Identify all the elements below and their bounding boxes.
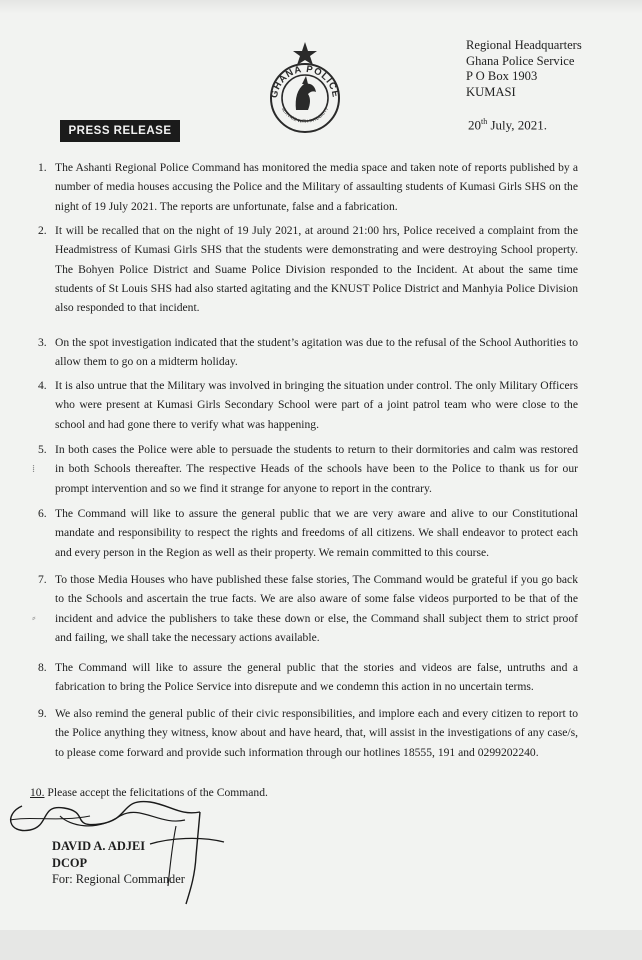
- date-suffix: th: [481, 117, 488, 126]
- address-line: KUMASI: [466, 84, 516, 99]
- scan-mark: ⁞: [32, 463, 36, 475]
- paragraph-number: 3.: [38, 336, 47, 349]
- date-day: 20: [468, 117, 481, 133]
- paragraph-text: To those Media Houses who have published these false stories, The Command would be grateful if you go back to the Schools and ascertain the true facts. We are also aware of some false videos purported to be that of the incident and advice the publishers to take these down or else, the Command shall subject them to strict proof and failing, we shall take the necessary actions available.: [55, 573, 578, 644]
- seal-top-text: GHANA POLICE: [268, 63, 342, 99]
- scan-top-edge: [0, 0, 642, 14]
- paragraph-text: On the spot investigation indicated that the student’s agitation was due to the refusal of the School Authorities to allow them to go on a midterm holiday.: [55, 336, 578, 369]
- paragraph-text: It is also untrue that the Military was involved in bringing the situation under control. The only Military Officers who were present at Kumasi Girls Secondary School were part of a joint patrol team who were close to the school and had gone there to verify what was happening.: [55, 379, 578, 431]
- paragraph-number: 1.: [38, 161, 47, 174]
- paragraph-number: 9.: [38, 707, 47, 720]
- release-date: [468, 117, 547, 133]
- address-block: [466, 38, 582, 100]
- signatory-rank: DCOP: [52, 855, 88, 870]
- scan-mark: ⸗: [32, 612, 36, 624]
- paragraph-number: 6.: [38, 507, 47, 520]
- signatory-name: DAVID A. ADJEI: [52, 839, 146, 853]
- paragraph-number: 2.: [38, 224, 47, 237]
- paragraph-text: The Ashanti Regional Police Command has monitored the media space and taken note of reports published by a number of media houses accusing the Police and the Military of assaulting students of Kumasi Girls SHS on the night of 19 July 2021. The reports are unfortunate, false and a fabrication.: [55, 161, 578, 213]
- address-line: Ghana Police Service: [466, 53, 575, 68]
- paragraph-number: 8.: [38, 661, 47, 674]
- closing-number: 10.: [30, 786, 45, 799]
- address-line: P O Box 1903: [466, 69, 538, 83]
- paragraph-text: The Command will like to assure the general public that we are very aware and alive to our Constitutional mandate and responsibility to respect the rights and freedoms of all citizens. We shall endeavor to protect each and every person in the Region as well as their property. We remain committed to this course.: [55, 507, 578, 559]
- ghana-police-seal-icon: [262, 40, 348, 136]
- paragraph-text: It will be recalled that on the night of 19 July 2021, at around 21:00 hrs, Police received a complaint from the Headmistress of Kumasi Girls SHS that the students were demonstrating and were destroying School property. The Bohyen Police District and Suame Police Division responded to the Incident. At about the same time students of St Louis SHS had also started agitating and the KNUST Police District and Manhyia Police Division also responded to that incident.: [55, 224, 578, 315]
- paragraph-number: 4.: [38, 379, 47, 392]
- paragraph-text: We also remind the general public of their civic responsibilities, and implore each and every citizen to report to the Police anything they witness, know about and have heard, that, will assist in the investigations of any case/s, to please come forward and provide such information through our hotlines 18555, 191 and 0299202240.: [55, 707, 578, 759]
- paragraph-text: The Command will like to assure the general public that the stories and videos are false, untruths and a fabrication to bring the Police Service into disrepute and we condemn this action in no uncertain terms.: [55, 661, 578, 694]
- signatory-block: [52, 838, 185, 888]
- date-rest: July, 2021.: [487, 117, 548, 133]
- paragraph-number: 7.: [38, 573, 47, 586]
- press-release-label: PRESS RELEASE: [60, 120, 180, 142]
- seal-bottom-text: SERVICE WITH INTEGRITY: [280, 106, 330, 124]
- scan-bottom-edge: [0, 930, 642, 960]
- signatory-role: For: Regional Commander: [52, 872, 185, 886]
- paragraph-number: 5.: [38, 443, 47, 456]
- address-line: Regional Headquarters: [466, 38, 582, 52]
- paragraph-text: In both cases the Police were able to persuade the students to return to their dormitories and calm was restored in both Schools thereafter. The respective Heads of the schools have been to the Police to thank us for our prompt intervention and so we find it strange for anyone to report in the contrary.: [55, 443, 578, 495]
- closing-text: Please accept the felicitations of the Command.: [44, 786, 268, 799]
